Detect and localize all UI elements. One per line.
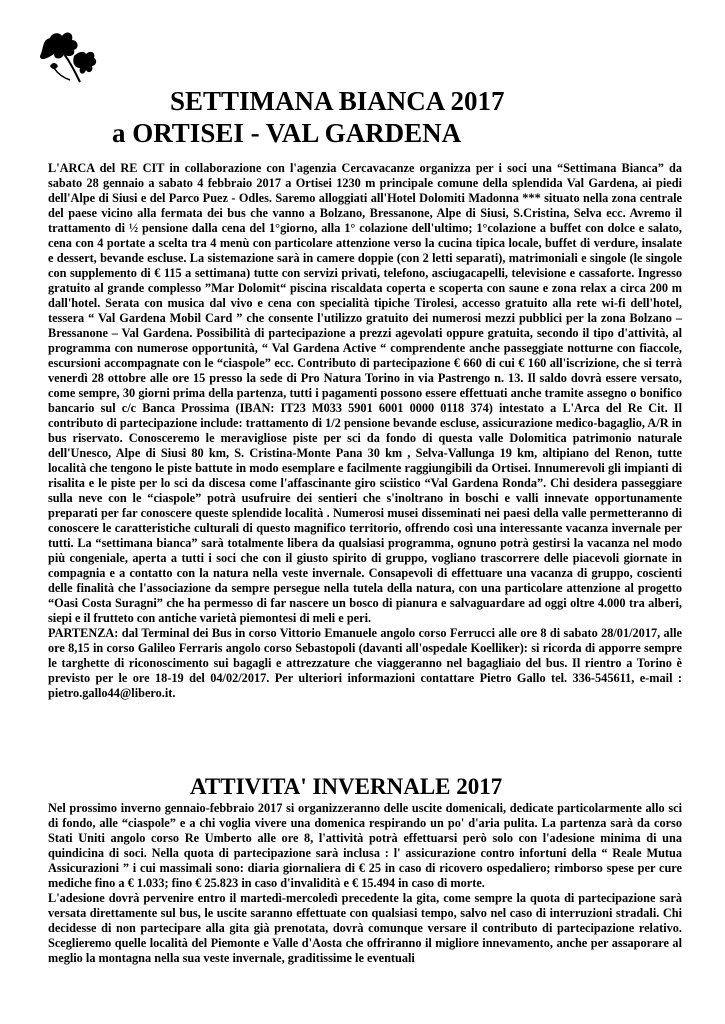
section-paragraph-rules: L'adesione dovrà pervenire entro il martedì-mercoledì precedente la gita, come sempre la quota di partecipazione sarà versata direttamente sul bus, le uscite saranno effettuate con qualsiasi tempo, salvo nel caso di interruzioni stradali. Chi decidesse di non partecipare alla gita già prenotata, dovrà comunque versare il contributo di partecipazione relativo. Sceglieremo quelle località del Piemonte e Valle d'Aosta che offriranno il migliore innevamento, anche per assaporare al meglio la montagna nella sua veste invernale, graditissime le eventuali bbox=[48, 891, 682, 965]
article-body bbox=[48, 161, 682, 701]
article-paragraph-main: L'ARCA del RE CIT in collaborazione con l'agenzia Cercavacanze organizza per i soci una “Settimana Bianca” da sabato 28 gennaio a sabato 4 febbraio 2017 a Ortisei 1230 m principale comune della splendida Val Gardena, ai piedi dell'Alpe di Siusi e del Parco Puez - Odles. Saremo alloggiati all'Hotel Dolomiti Madonna *** situato nella zona centrale del paese vicino alla fermata dei bus che vanno a Bolzano, Bressanone, Alpe di Siusi, S.Cristina, Selva ecc. Avremo il trattamento di ½ pensione dalla cena del 1°giorno, alla 1° colazione dell'ultimo; 1°colazione a buffet con dolce e salato, cena con 4 portate a scelta tra 4 menù con particolare attenzione verso la cucina tipica locale, buffet di verdure, insalate e dessert, bevande escluse. La sistemazione sarà in camere doppie (con 2 letti separati), matrimoniali e singole (le singole con supplemento di € 115 a settimana) tutte con servizi privati, telefono, asciugacapelli, televisione e cassaforte. Ingresso gratuito al grande complesso ”Mar Dolomit“ piscina riscaldata coperta e scoperta con saune e zona relax a circa 200 m dall'hotel. Serata con musica dal vivo e cena con specialità tipiche Tirolesi, accesso gratuito alla rete wi-fi dell'hotel, tessera “ Val Gardena Mobil Card ” che consente l'utilizzo gratuito dei numerosi mezzi pubblici per la zona Bolzano – Bressanone – Val Gardena. Possibilità di partecipazione a prezzi agevolati oppure gratuita, secondo il tipo d'attività, al programma con numerose opportunità, “ Val Gardena Active “ comprendente anche passeggiate notturne con fiaccole, escursioni accompagnate con le “ciaspole” ecc. Contributo di partecipazione € 660 di cui € 160 all'iscrizione, che si terrà venerdì 28 ottobre alle ore 15 presso la sede di Pro Natura Torino in via Pastrengo n. 13. Il saldo dovrà essere versato, come sempre, 30 giorni prima della partenza, tutti i pagamenti possono essere effettuati anche tramite assegno o bonifico bancario sul c/c Banca Prossima (IBAN: IT23 M033 5901 6001 0000 0118 374) intestato a L'Arca del Re Cit. Il contributo di partecipazione include: trattamento di 1/2 pensione bevande escluse, assicurazione medico-bagaglio, A/R in bus riservato. Conosceremo le meravigliose piste per sci da fondo di questa valle Dolomitica patrimonio naturale dell'Unesco, Alpe di Siusi 80 km, S. Cristina-Monte Pana 30 km , Selva-Vallunga 19 km, altipiano del Renon, tutte località che tengono le piste battute in modo esemplare e facilmente raggiungibili da Ortisei. Innumerevoli gli impianti di risalita e le piste per lo sci da discesa come l'affascinante giro sciistico “Val Gardena Ronda”. Chi desidera passeggiare sulla neve con le “ciaspole” potrà usufruire dei sentieri che s'inoltrano in boschi e valli innevate opportunamente preparati per far conoscere queste splendide località . Numerosi musei disseminati nei paesi della valle permetteranno di conoscere le caratteristiche culturali di questo magnifico territorio, offrendo così una interessante vacanza invernale per tutti. La “settimana bianca” sarà totalmente libera da qualsiasi programma, ognuno potrà gestirsi la vacanza nel modo più congeniale, aperta a tutti i soci che con il giusto spirito di gruppo, vogliano trascorrere delle piacevoli giornate in compagnia e a contatto con la natura nella veste invernale. Consapevoli di effettuare una vacanza di gruppo, coscienti delle finalità che l'associazione da sempre persegue nella tutela della natura, con una particolare attenzione al progetto “Oasi Costa Suragni” che ha permesso di far nascere un bosco di pianura e salvaguardare ad oggi oltre 4.000 tra alberi, siepi e il frutteto con antiche varietà piemontesi di meli e peri. bbox=[48, 161, 682, 625]
section-paragraph-intro: Nel prossimo inverno gennaio-febbraio 2017 si organizzeranno delle uscite domenicali, dedicate particolarmente allo sci di fondo, alle “ciaspole” e a chi voglia vivere una domenica respirando un po' d'aria pulita. La partenza sarà da corso Stati Uniti angolo corso Re Umberto alle ore 8, l'attività potrà effettuarsi però solo con l'adesione minima di una quindicina di soci. Nella quota di partecipazione sarà inclusa : l' assicurazione contro infortuni della “ Reale Mutua Assicurazioni ” i cui massimali sono: diaria giornaliera di € 25 in caso di ricovero ospedaliero; rimborso spese per cure mediche fino a € 1.033; fino € 25.823 in caso d'invalidità e € 15.494 in caso di morte. bbox=[48, 801, 682, 890]
page-title-line-2: a ORTISEI - VAL GARDENA bbox=[112, 118, 462, 148]
section-title: ATTIVITA' INVERNALE 2017 bbox=[190, 774, 503, 799]
section-body bbox=[48, 801, 682, 966]
oak-leaf-icon bbox=[34, 26, 106, 86]
article-paragraph-departure: PARTENZA: dal Terminal dei Bus in corso Vittorio Emanuele angolo corso Ferrucci alle ore 8 di sabato 28/01/2017, alle ore 8,15 in corso Galileo Ferraris angolo corso Sebastopoli (davanti all'ospedale Koelliker): si ricorda di apporre sempre le targhette di riconoscimento sui bagagli e attrezzature che viaggeranno nel bagagliaio del bus. Il rientro a Torino è previsto per le ore 18-19 del 04/02/2017. Per ulteriori informazioni contattare Pietro Gallo tel. 336-545611, e-mail : pietro.gallo44@libero.it. bbox=[48, 626, 682, 700]
page-title-line-1: SETTIMANA BIANCA 2017 bbox=[170, 86, 505, 116]
